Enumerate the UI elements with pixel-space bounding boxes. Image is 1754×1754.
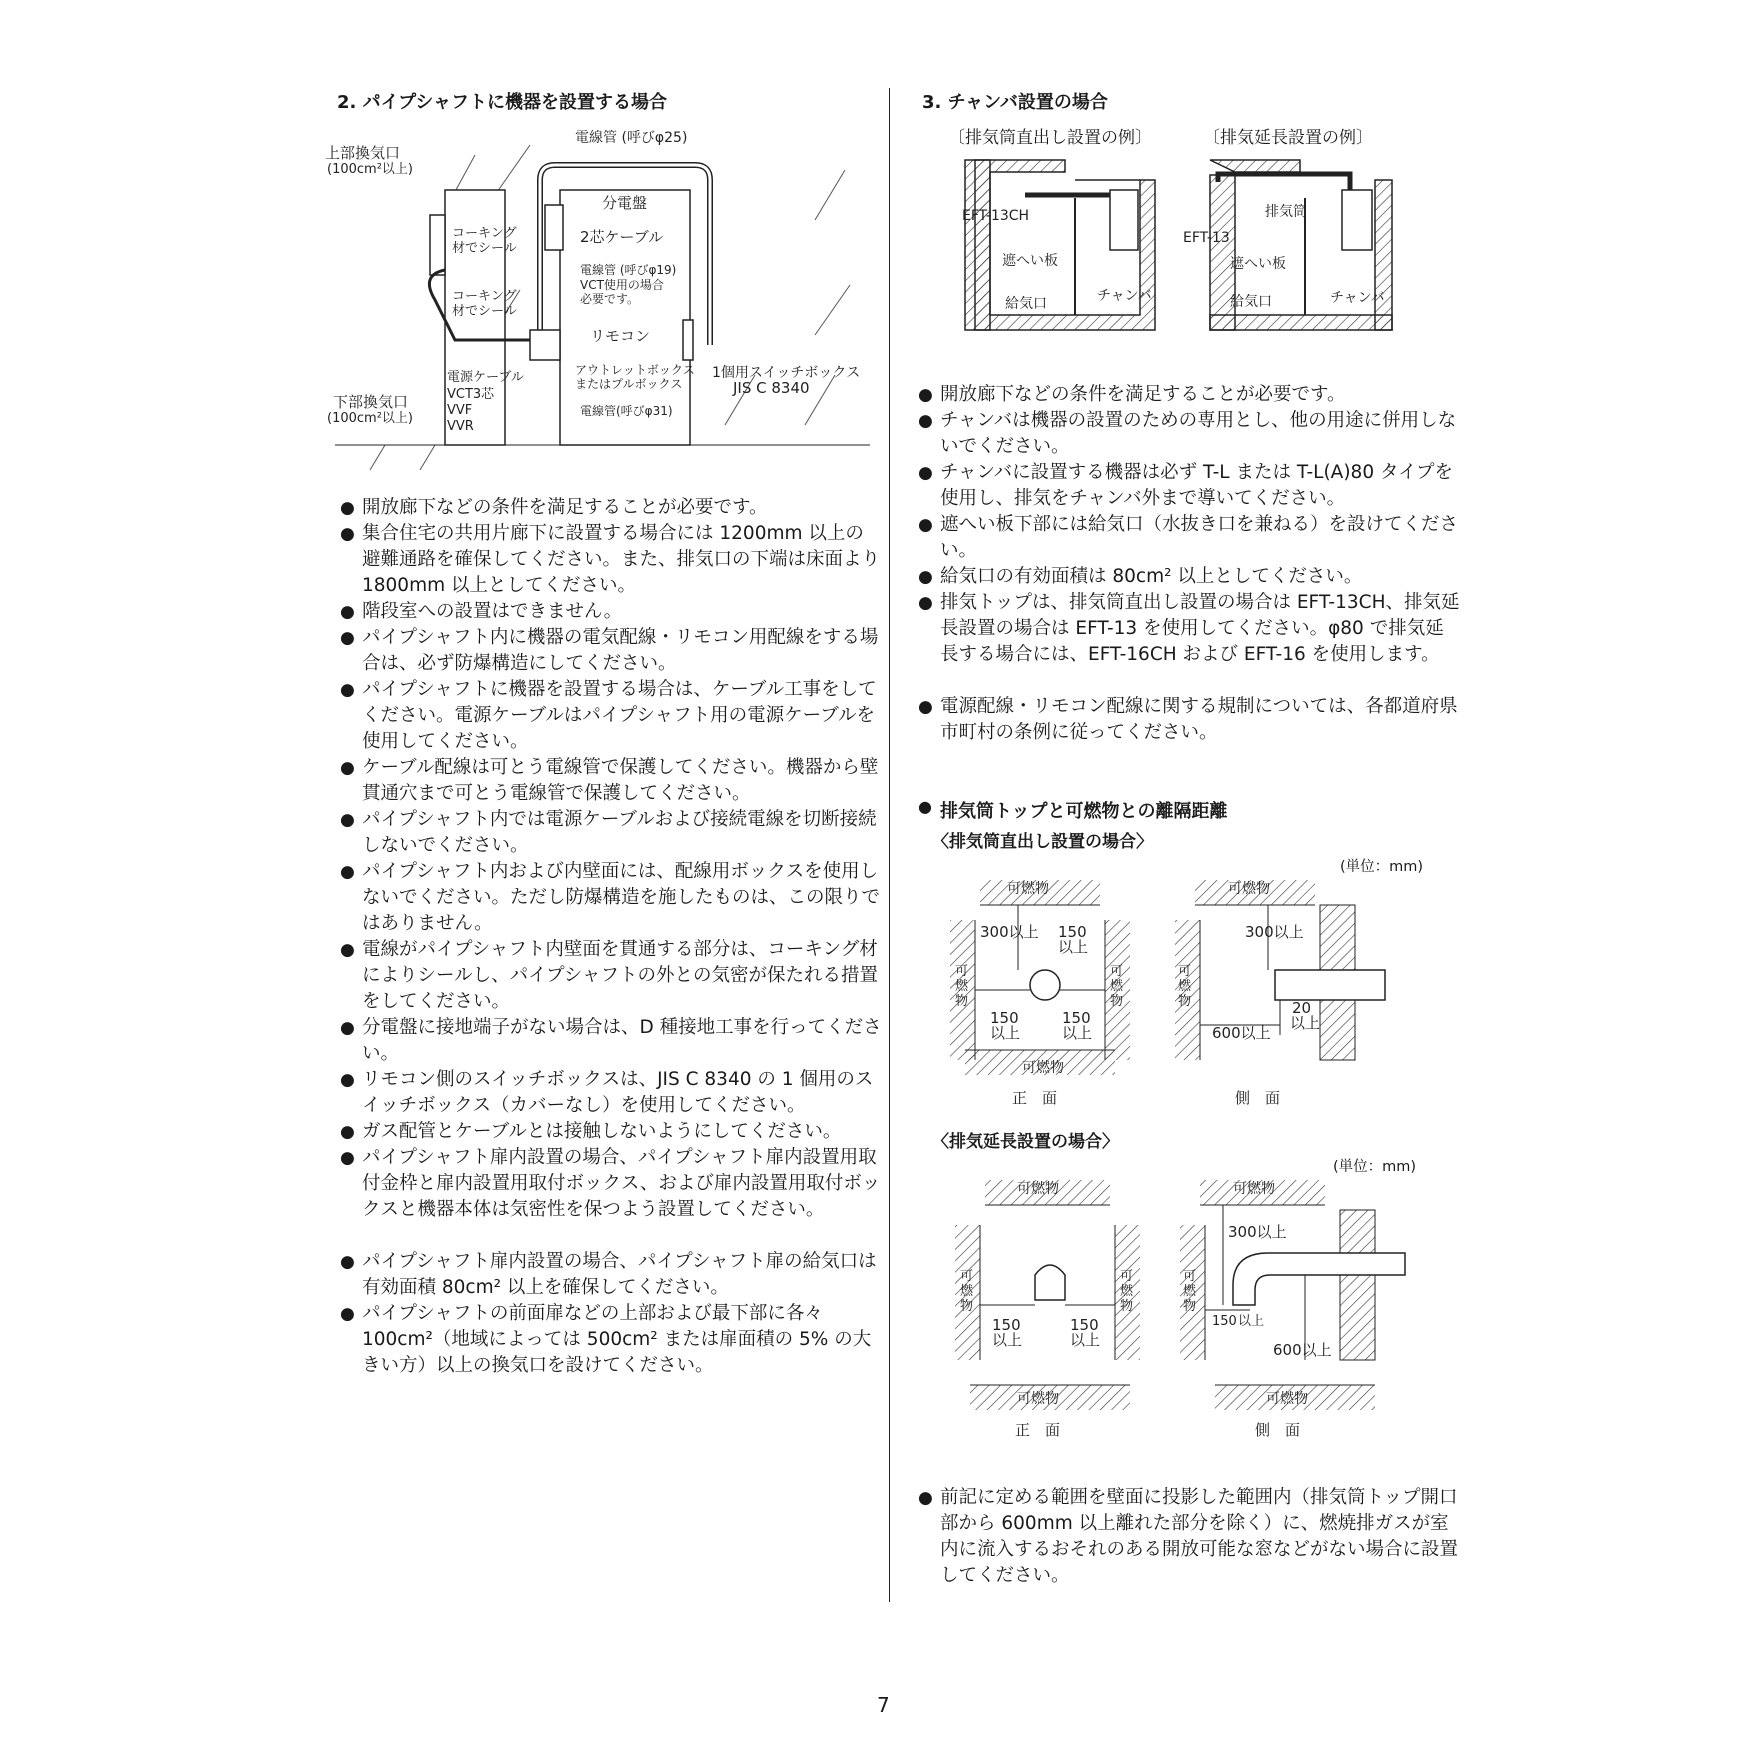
page-number: 7 [877,1693,890,1717]
right-bullet-5: ● 給気口の有効面積は 80cm² 以上としてください。 [918,564,1460,590]
dim-c3-side2: 物 [1183,1299,1197,1314]
label-power-cable: 電源ケーブル [447,370,524,385]
dim-600-side2: 600以上 [1273,1341,1332,1359]
section-heading-chamber: 3. チャンバ設置の場合 [922,92,1108,113]
chamber-example-extended-title: 〔排気延長設置の例〕 [1203,128,1373,148]
left-bullet-6: ● ケーブル配線は可とう電線管で保護してください。機器から壁貫通穴まで可とう電線管で保護してください。 [340,755,882,807]
right-bullet-4: ● 遮へい板下部には給気口（水抜き口を兼ねる）を設けてください。 [918,512,1460,564]
label-two-core: 2芯ケーブル [580,228,664,246]
chamber-example-direct-title: 〔排気筒直出し設置の例〕 [948,128,1152,148]
label-vvf: VVF [447,403,473,418]
label-exhaust-pipe: 排気筒 [1265,204,1307,220]
dim-c3-right-front: 物 [1110,994,1124,1009]
dim-150-right-front: 150 [1062,1009,1091,1027]
left-bullet-3: ● 階段室への設置はできません。 [340,599,882,625]
dim-600-side: 600以上 [1212,1024,1271,1042]
unit-label-1: (単位：mm) [1340,859,1424,875]
label-vvr: VVR [447,419,474,434]
label-vct3: VCT3芯 [447,387,495,402]
dim-20-side: 20 [1292,999,1312,1017]
label-chamber1: チャンバ [1097,288,1152,304]
dim-c2-left-front: 燃 [955,979,969,994]
label-caulk1: コーキング [452,226,517,241]
caption-side-1: 側 面 [1235,1089,1281,1107]
dim-combustible-top-front: 可燃物 [1007,881,1049,897]
dim-combustible-bottom-side2: 可燃物 [1266,1391,1308,1407]
caption-front-2: 正 面 [1015,1421,1061,1439]
caption-front-1: 正 面 [1012,1089,1058,1107]
left-bullet-11: ● リモコン側のスイッチボックスは、JIS C 8340 の 1 個用のスイッチボックス（カバーなし）を使用してください。 [340,1067,882,1119]
dim-above-top-front: 以上 [1058,938,1089,956]
right-final-bullet: ● 前記に定める範囲を壁面に投影した範囲内（排気筒トップ開口部から 600mm 以上離れた部分を除く）に、燃焼排ガスが室内に流入するおそれのある開放可能な窓などがない場合に設置してください。 [918,1485,1460,1589]
dim-150-top-front: 150 [1058,923,1087,941]
left-bullet-2: ● 集合住宅の共用片廊下に設置する場合には 1200mm 以上の避難通路を確保してください。また、排気口の下端は床面より 1800mm 以上としてください。 [340,521,882,599]
dim-c1-right-front: 可 [1110,964,1124,979]
left-bullet-9: ● 電線がパイプシャフト内壁面を貫通する部分は、コーキング材によりシールし、パイプシャフトの外との気密が保たれる措置をしてください。 [340,937,882,1015]
dim-above-left-front2: 以上 [992,1331,1023,1349]
dim-above-right-front2: 以上 [1070,1331,1101,1349]
label-chamber2: チャンバ [1330,290,1385,306]
left-bullet-14: ● パイプシャフト扉内設置の場合、パイプシャフト扉の給気口は有効面積 80cm² 以上を確保してください。 [340,1249,882,1301]
label-conduit25: 電線管 (呼びφ25) [575,130,688,146]
dim-150-side2: 150 [1212,1314,1237,1329]
dim-300-side2: 300以上 [1228,1223,1287,1241]
dim-above-right-front: 以上 [1062,1024,1093,1042]
dim-300-side: 300以上 [1245,923,1304,941]
left-bullet-13: ● パイプシャフト扉内設置の場合、パイプシャフト扉内設置用取付金枠と扉内設置用取付ボックス、および扉内設置用取付ボックスと機器本体は気密性を保つよう設置してください。 [340,1145,882,1223]
dim-c3-left-front2: 物 [960,1299,974,1314]
left-bullet-12: ● ガス配管とケーブルとは接触しないようにしてください。 [340,1119,882,1145]
dim-combustible-top-side: 可燃物 [1228,881,1270,897]
label-conduit31: 電線管(呼びφ31) [580,404,673,418]
caption-side-2: 側 面 [1255,1421,1301,1439]
label-vct-case: VCT使用の場合 [580,278,664,292]
dim-c2-right-front: 燃 [1110,979,1124,994]
dim-300-front: 300以上 [980,923,1039,941]
column-divider [889,88,890,1602]
left-bullet-5: ● パイプシャフトに機器を設置する場合は、ケーブル工事をしてください。電源ケーブルはパイプシャフト用の電源ケーブルを使用してください。 [340,677,882,755]
dim-c1-left-front: 可 [955,964,969,979]
label-pull-box: またはプルボックス [575,377,683,391]
left-bullet-10: ● 分電盤に接地端子がない場合は、D 種接地工事を行ってください。 [340,1015,882,1067]
direct-clearance-diagrams [950,875,1390,1110]
label-required: 必要です。 [580,292,640,306]
dim-c2-left-front2: 燃 [960,1284,974,1299]
left-bullet-15: ● パイプシャフトの前面扉などの上部および最下部に各々 100cm²（地域によっては 500cm² または扉面積の 5% の大きい方）以上の換気口を設けてください。 [340,1301,882,1379]
left-bullet-1: ● 開放廊下などの条件を満足することが必要です。 [340,495,882,521]
label-switch-box: 1個用スイッチボックス [712,365,861,381]
dim-150-left-front2: 150 [992,1316,1021,1334]
direct-heading: 〈排気筒直出し設置の場合〉 [932,832,1153,852]
clearance-heading: ● 排気筒トップと可燃物との離隔距離 [918,797,1228,822]
dim-above-left-front: 以上 [990,1024,1021,1042]
right-bullet-2: ● チャンバは機器の設置のための専用とし、他の用途に併用しないでください。 [918,408,1460,460]
right-bullet-7: ● 電源配線・リモコン配線に関する規制については、各都道府県市町村の条例に従ってください。 [918,694,1460,746]
right-bullet-1: ● 開放廊下などの条件を満足することが必要です。 [918,382,1460,408]
label-intake1: 給気口 [1005,296,1047,312]
dim-c1-right-front2: 可 [1120,1269,1134,1284]
dim-combustible-bottom-front2: 可燃物 [1017,1391,1059,1407]
dim-c3-side: 物 [1178,994,1192,1009]
dim-combustible-top-front2: 可燃物 [1017,1181,1059,1197]
label-remote: リモコン [590,327,651,345]
label-intake2: 給気口 [1230,294,1272,310]
dim-c2-right-front2: 燃 [1120,1284,1134,1299]
dim-c2-side2: 燃 [1183,1284,1197,1299]
left-bullet-4: ● パイプシャフト内に機器の電気配線・リモコン用配線をする場合は、必ず防爆構造にしてください。 [340,625,882,677]
dim-c3-left-front: 物 [955,994,969,1009]
label-caulk2b: 材でシール [452,304,517,319]
label-eft13: EFT-13 [1183,230,1230,246]
dim-c2-side: 燃 [1178,979,1192,994]
label-conduit19: 電線管 (呼びφ19) [580,263,677,277]
label-lower-vent: 下部換気口 [333,393,409,411]
label-eft13ch: EFT-13CH [962,208,1030,224]
dim-c1-side2: 可 [1183,1269,1197,1284]
label-outlet-box: アウトレットボックス [575,363,695,377]
dim-above-side2: 以上 [1238,1314,1265,1329]
label-caulk2: コーキング [452,289,517,304]
dim-c1-left-front2: 可 [960,1269,974,1284]
dim-above-side: 以上 [1290,1014,1321,1032]
extended-heading: 〈排気延長設置の場合〉 [932,1132,1119,1152]
dim-150-left-front: 150 [990,1009,1019,1027]
extended-clearance-diagrams [950,1175,1410,1440]
dim-c1-side: 可 [1178,964,1192,979]
chamber-diagrams [960,150,1440,355]
label-shield1: 遮へい板 [1002,253,1058,269]
dim-150-right-front2: 150 [1070,1316,1099,1334]
dim-c3-right-front2: 物 [1120,1299,1134,1314]
label-jis: JIS C 8340 [733,379,810,397]
left-bullet-7: ● パイプシャフト内では電源ケーブルおよび接続電線を切断接続しないでください。 [340,807,882,859]
unit-label-2: (単位：mm) [1333,1159,1417,1175]
right-bullet-3: ● チャンバに設置する機器は必ず T-L または T-L(A)80 タイプを使用し、排気をチャンバ外まで導いてください。 [918,460,1460,512]
label-upper-vent-size: (100cm²以上) [327,162,413,177]
label-shield2: 遮へい板 [1230,256,1286,272]
right-bullet-6: ● 排気トップは、排気筒直出し設置の場合は EFT-13CH、排気延長設置の場合は EFT-13 を使用してください。φ80 で排気延長する場合には、EFT-16CH および EFT-16 を使用します。 [918,590,1460,668]
label-lower-vent-size: (100cm²以上) [327,411,413,426]
dim-combustible-top-side2: 可燃物 [1233,1181,1275,1197]
label-caulk1b: 材でシール [452,241,517,256]
label-panel: 分電盤 [602,194,648,212]
left-bullet-8: ● パイプシャフト内および内壁面には、配線用ボックスを使用しないでください。ただし防爆構造を施したものは、この限りではありません。 [340,859,882,937]
dim-combustible-bottom-front: 可燃物 [1022,1060,1064,1076]
clearance-heading-text: 排気筒トップと可燃物との離隔距離 [940,801,1228,822]
section-heading-pipe-shaft: 2. パイプシャフトに機器を設置する場合 [337,92,668,113]
pipe-shaft-diagram [325,125,870,470]
label-upper-vent: 上部換気口 [325,144,401,162]
